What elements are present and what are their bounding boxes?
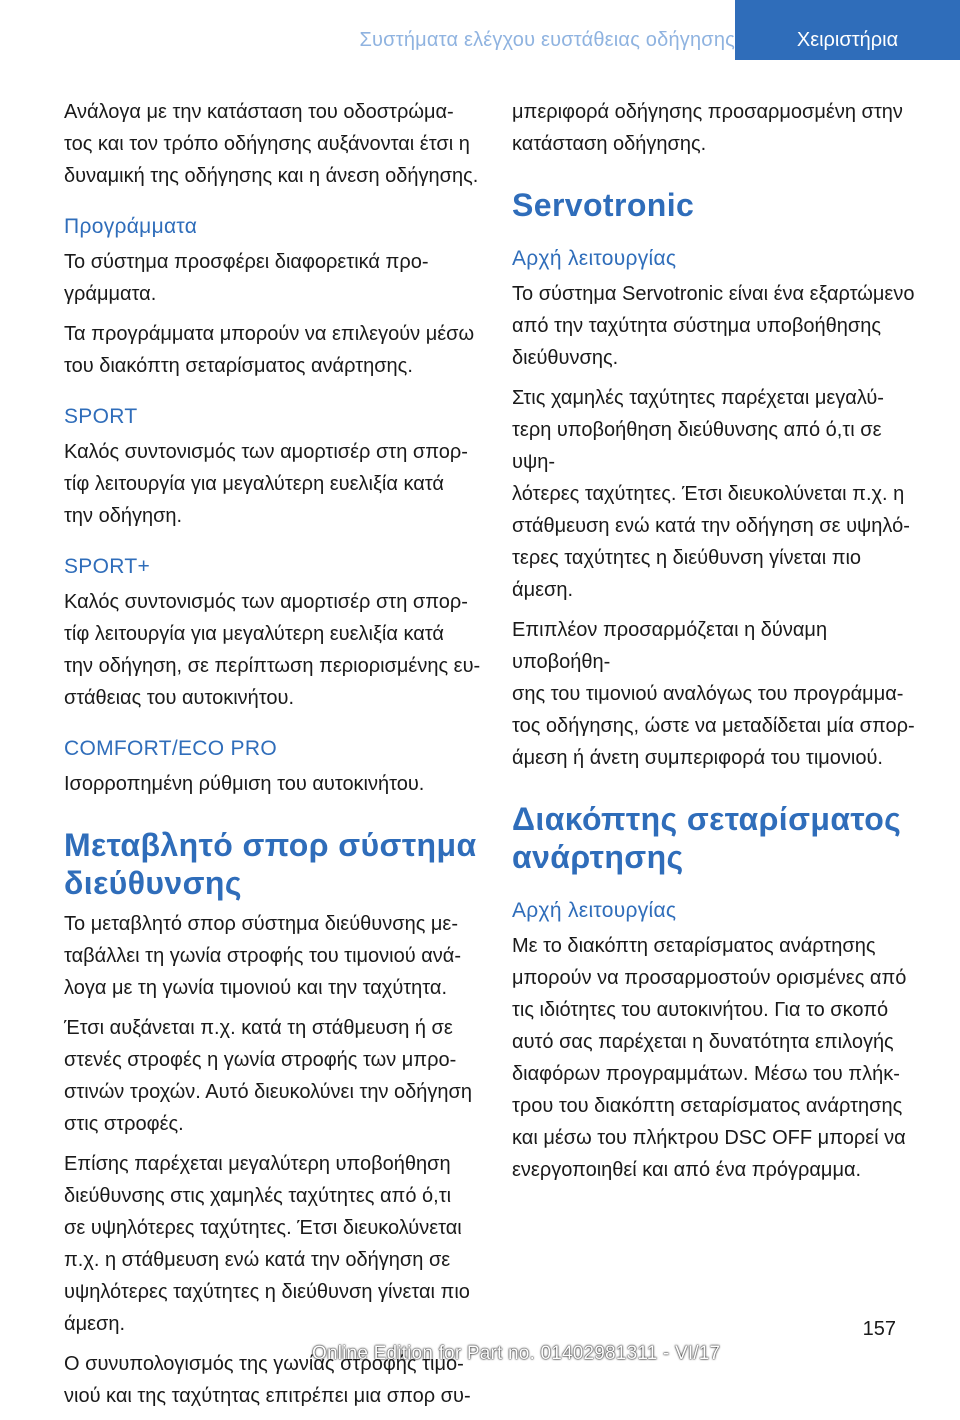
left-column — [64, 96, 482, 1420]
programs-paragraph-2: Τα προγράμματα μπορούν να επιλεγούν μέσω του διακόπτη σεταρίσματος ανάρτησης. — [64, 323, 475, 377]
intro-paragraph: Ανάλογα με την κατάσταση του οδοστρώμα- τος και τον τρόπο οδήγησης αυξάνονται έτσι η δυναμική της οδήγησης και η άνεση οδήγησης. — [64, 101, 479, 187]
variable-steering-paragraph-1: Το μεταβλητό σπορ σύστημα διεύθυνσης με- ταβάλλει τη γωνία στροφής του τιμονιού ανά- λογα με τη γωνία τιμονιού και την ταχύτητα. — [64, 913, 462, 999]
servotronic-paragraph-1: Το σύστημα Servotronic είναι ένα εξαρτώμενο από την ταχύτητα σύστημα υποβοήθησης διεύθυνσης. — [512, 283, 915, 369]
programs-heading: Προγράμματα — [64, 215, 198, 238]
variable-steering-paragraph-4: Ο συνυπολογισμός της γωνίας στροφής τιμο- νιού και της ταχύτητας επιτρέπει μια σπορ συ- — [64, 1353, 471, 1407]
right-column — [512, 96, 930, 1194]
comfort-eco-pro-paragraph: Ισορροπημένη ρύθμιση του αυτοκινήτου. — [64, 773, 425, 795]
suspension-switch-paragraph: Με το διακόπτη σεταρίσματος ανάρτησης μπορούν να προσαρμοστούν ορισμένες από τις ιδιότητες του αυτοκινήτου. Για το σκοπό αυτό σας παρέχεται η δυνατότητα επιλογής διαφόρων προγραμμάτων. Μέσω του πλήκ- τρου του διακόπτη σεταρίσματος ανάρτησης και μέσω του πλήκτρου DSC OFF μπορεί να ενεργοποιηθεί και από ένα πρόγραμμα. — [512, 935, 907, 1181]
edition-footer: Online Edition for Part no. 01402981311 - VI/17 — [312, 1343, 721, 1364]
programs-paragraph-1: Το σύστημα προσφέρει διαφορετικά προ- γράμματα. — [64, 251, 429, 305]
sport-plus-paragraph: Καλός συντονισμός των αμορτισέρ στη σπορ- τίφ λειτουργία για μεγαλύτερη ευελιξία κατά την οδήγηση, σε περίπτωση περιορισμένης ευ- στάθειας του αυτοκινήτου. — [64, 591, 481, 709]
section-title: Συστήματα ελέγχου ευστάθειας οδήγησης — [359, 29, 735, 51]
sport-plus-heading: SPORT+ — [64, 555, 151, 578]
servotronic-paragraph-2: Στις χαμηλές ταχύτητες παρέχεται μεγαλύ- τερη υποβοήθηση διεύθυνσης από ό,τι σε υψη- λότερες ταχύτητες. Έτσι διευκολύνεται π.χ. η στάθμευση ενώ κατά την οδήγηση σε υψηλό- τερες ταχύτητες η διεύθυνση γίνεται πιο άμεση. — [512, 387, 910, 601]
variable-steering-paragraph-3: Επίσης παρέχεται μεγαλύτερη υποβοήθηση διεύθυνσης στις χαμηλές ταχύτητες από ό,τι σε υψηλότερες ταχύτητες. Έτσι διευκολύνεται π.χ. η στάθμευση ενώ κατά την οδήγηση σε υψηλότερες ταχύτητες η διεύθυνση γίνεται πιο άμεση. — [64, 1153, 470, 1335]
variable-steering-paragraph-2: Έτσι αυξάνεται π.χ. κατά τη στάθμευση ή σε στενές στροφές η γωνία στροφής των μπρο- στινών τροχών. Αυτό διευκολύνει την οδήγηση στις στροφές. — [64, 1017, 473, 1135]
page-header — [0, 0, 960, 60]
servotronic-heading: Servotronic — [512, 187, 695, 223]
sport-heading: SPORT — [64, 405, 138, 428]
comfort-eco-pro-heading: COMFORT/ECO PRO — [64, 737, 277, 760]
servotronic-subheading: Αρχή λειτουργίας — [512, 247, 677, 270]
page-number: 157 — [862, 1318, 896, 1340]
chapter-tab[interactable]: Χειριστήρια — [735, 0, 960, 60]
variable-steering-heading: Μεταβλητό σπορ σύστημα διεύθυνσης — [64, 827, 477, 901]
servotronic-paragraph-3: Επιπλέον προσαρμόζεται η δύναμη υποβοήθη- σης του τιμονιού αναλόγως του προγράμμα- τος οδήγησης, ώστε να μεταδίδεται μία σπορ- άμεση ή άνετη συμπεριφορά του τιμονιού. — [512, 619, 915, 769]
continued-paragraph: μπεριφορά οδήγησης προσαρμοσμένη στην κατάσταση οδήγησης. — [512, 101, 903, 155]
suspension-switch-heading: Διακόπτης σεταρίσματος ανάρτησης — [512, 801, 902, 875]
sport-paragraph: Καλός συντονισμός των αμορτισέρ στη σπορ- τίφ λειτουργία για μεγαλύτερη ευελιξία κατά την οδήγηση. — [64, 441, 468, 527]
suspension-switch-subheading: Αρχή λειτουργίας — [512, 899, 677, 922]
